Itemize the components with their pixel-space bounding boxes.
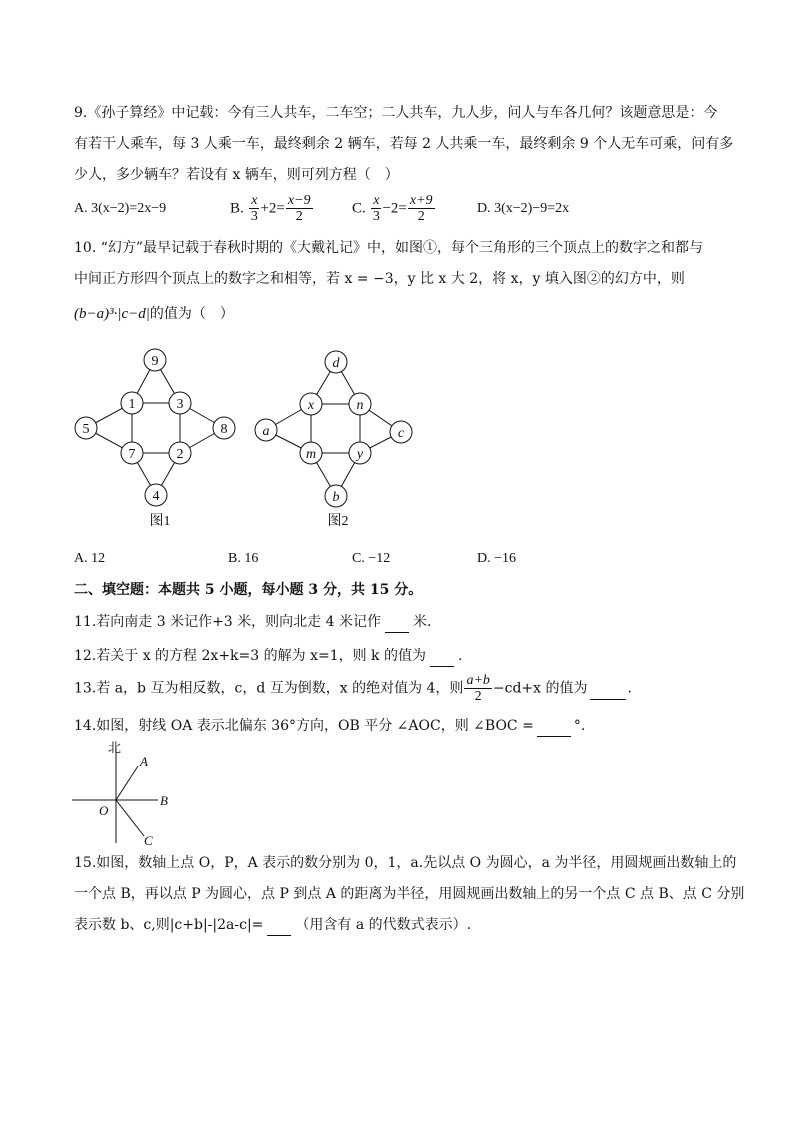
fig1-node-tl: 1: [128, 397, 136, 412]
q10-line1: 10. “幻方”最早记载于春秋时期的《大戴礼记》中，如图①，每个三角形的三个顶点上的数字之和都与: [74, 240, 704, 256]
fig2-node-br: y: [356, 447, 364, 462]
q10-line3: (b−a)³·|c−d|的值为（ ）: [74, 306, 234, 322]
q9-option-b-frac1: $\frac{x}{3}$: [250, 193, 258, 224]
fig1-node-right: 8: [220, 422, 228, 437]
fig1-node-br: 2: [176, 447, 184, 462]
fig2-node-tl: x: [307, 398, 315, 413]
magic-square-figures: [60, 340, 420, 540]
q15-answer-blank[interactable]: [267, 915, 291, 936]
q9-line1: 9.《孙子算经》中记载：今有三人共车，二车空；二人共车，九人步，问人与车各几何？该题意思是：今: [74, 105, 718, 121]
q10-option-a: A. 12: [74, 551, 106, 566]
q9-option-c-frac1: $\frac{x}{3}$: [372, 193, 380, 224]
fig1-node-left: 5: [82, 422, 90, 437]
q13-fraction: $\frac{a+b}{2}$: [466, 673, 490, 704]
fig2-node-bl: m: [305, 447, 317, 462]
q9-option-b-label: B.: [230, 200, 244, 217]
figure-2: [255, 351, 412, 507]
q11-text: 11.若向南走 3 米记作+3 米，则向北走 4 米记作 米.: [74, 612, 431, 633]
q9-option-b: B. $\frac{x}{3}$ +2= $\frac{x-9}{2}$: [230, 193, 311, 224]
point-c-label: C: [144, 833, 153, 848]
q9-option-c: C. $\frac{x}{3}$ −2= $\frac{x+9}{2}$: [352, 193, 433, 224]
point-a-label: A: [140, 754, 148, 769]
q15-line1: 15.如图，数轴上点 O，P，A 表示的数分别为 0，1，a.先以点 O 为圆心，a 为半径，用圆规画出数轴上的: [74, 855, 737, 871]
north-label: 北: [108, 740, 122, 755]
q15-line2: 一个点 B，再以点 P 为圆心，点 P 到点 A 的距离为半径，用圆规画出数轴上的另一个点 C 点 B、点 C 分别: [74, 886, 745, 902]
q10-expression: (b−a)³·|c−d|: [74, 306, 150, 322]
q10-line2: 中间正方形四个顶点上的数字之和相等，若 x = −3，y 比 x 大 2，将 x，y 填入图②的幻方中，则: [74, 271, 685, 287]
fig2-node-bottom: b: [332, 490, 340, 505]
q9-option-b-frac2: $\frac{x-9}{2}$: [287, 193, 311, 224]
q9-option-c-frac2: $\frac{x+9}{2}$: [409, 193, 433, 224]
point-o-label: O: [99, 803, 109, 818]
fig2-node-right: c: [397, 426, 405, 441]
point-b-label: B: [160, 793, 168, 808]
q12-answer-blank[interactable]: [430, 646, 454, 667]
section-2-heading: 二、填空题：本题共 5 小题，每小题 3 分，共 15 分。: [74, 582, 423, 598]
fig1-caption: 图1: [149, 514, 171, 529]
q14-direction-figure: [68, 738, 188, 848]
q13-text: 13.若 a，b 互为相反数，c，d 互为倒数，x 的绝对值为 4，则 $\frac{a+b}{2}$ −cd+x 的值为 .: [74, 673, 632, 704]
q9-line2: 有若干人乘车，每 3 人乘一车，最终剩余 2 辆车，若每 2 人共乘一车，最终剩余 9 个人无车可乘，问有多: [74, 136, 734, 152]
fig1-node-top: 9: [151, 354, 159, 369]
q10-option-d: D. −16: [477, 551, 517, 566]
q9-option-d: D. 3(x−2)−9=2x: [477, 201, 570, 216]
q11-answer-blank[interactable]: [385, 612, 409, 633]
q10-option-c: C. −12: [352, 551, 391, 566]
fig2-node-tr: n: [356, 398, 364, 413]
figure-1: [75, 349, 235, 506]
fig2-node-top: d: [332, 356, 340, 371]
fig1-node-bl: 7: [128, 447, 136, 462]
q14-answer-blank[interactable]: [537, 716, 571, 737]
fig2-node-left: a: [262, 424, 270, 439]
q9-option-a: A. 3(x−2)=2x−9: [74, 201, 167, 216]
q9-line3: 少人，多少辆车？若设有 x 辆车，则可列方程（ ）: [74, 167, 399, 183]
q12-text: 12.若关于 x 的方程 2x+k=3 的解为 x=1，则 k 的值为 .: [74, 646, 462, 667]
fig1-node-bottom: 4: [152, 489, 160, 504]
q9-option-c-label: C.: [352, 200, 366, 217]
q10-option-b: B. 16: [228, 551, 259, 566]
fig1-node-tr: 3: [176, 397, 184, 412]
q15-line3: 表示数 b、c,则|c+b|-|2a-c|= （用含有 a 的代数式表示）.: [74, 915, 471, 936]
fig2-caption: 图2: [327, 514, 349, 529]
q14-text: 14.如图，射线 OA 表示北偏东 36°方向，OB 平分 ∠AOC，则 ∠BOC = °.: [74, 716, 585, 737]
q13-answer-blank[interactable]: [590, 679, 626, 700]
